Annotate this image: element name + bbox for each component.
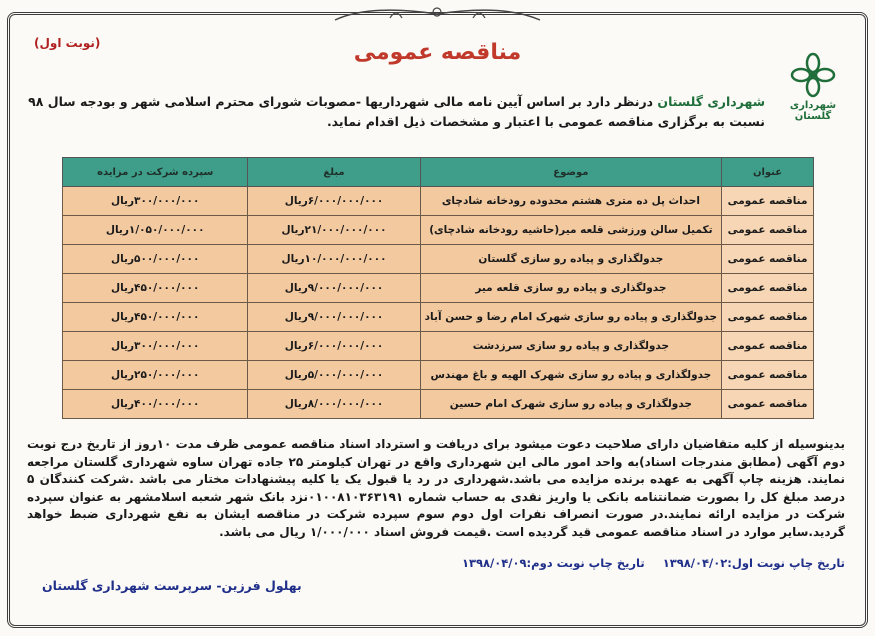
row-amount: ۹/۰۰۰/۰۰۰/۰۰۰ریال — [248, 303, 420, 332]
row-deposit: ۱/۰۵۰/۰۰۰/۰۰۰ریال — [63, 216, 248, 245]
municipality-logo — [777, 52, 849, 122]
row-subject: احداث پل ده متری هشتم محدوده رودخانه شادچای — [420, 187, 721, 216]
body-paragraph: بدینوسیله از کلیه متقاضیان دارای صلاحیت دعوت میشود برای دریافت و استرداد اسناد مناقصه عمومی ظرف مدت ۱۰روز از تاریخ درج نوبت دوم آگهی (مطابق مندرجات اسناد)به واحد امور مالی این شهرداری واقع در تهران کیلومتر ۲۵ جاده تهران ساوه شهرداری گلستان مراجعه نمایند. هزینه چاپ آگهی به عهده برنده مزایده می باشد.شهرداری در رد یا قبول یک یا کلیه پیشنهادات مختار می باشد .شرکت کنندگان ۵ درصد مبلغ کل را بصورت ضمانتنامه بانکی یا واریز نقدی به حساب شماره ۰۱۰۰۸۱۰۳۶۳۱۹۱نزد بانک شهر شعبه اسلامشهر به عنوان سپرده شرکت در مزایده ارائه نمایند.در صورت انصراف نفرات اول دوم سوم سپرده شرکت در مناقصه ایشان به نفع شهرداری ضبط خواهد گردید.سایر موارد در اسناد مناقصه عمومی قید گردیده است .قیمت فروش اسناد ۱/۰۰۰/۰۰۰ ریال می باشد. — [27, 437, 845, 539]
print-dates — [448, 556, 845, 570]
row-deposit: ۳۰۰/۰۰۰/۰۰۰ریال — [63, 332, 248, 361]
row-subject: جدولگذاری و پیاده رو سازی قلعه میر — [420, 274, 721, 303]
row-subject: جدولگذاری و پیاده رو سازی سرزدشت — [420, 332, 721, 361]
table-row — [63, 361, 814, 390]
row-title: مناقصه عمومی — [722, 187, 814, 216]
header-amount: مبلغ — [248, 158, 420, 187]
logo-text: شهرداری گلستان — [789, 100, 837, 122]
row-title: مناقصه عمومی — [722, 303, 814, 332]
table-row — [63, 274, 814, 303]
row-title: مناقصه عمومی — [722, 216, 814, 245]
row-deposit: ۴۰۰/۰۰۰/۰۰۰ریال — [63, 390, 248, 419]
row-title: مناقصه عمومی — [722, 332, 814, 361]
page-title: مناقصه عمومی — [353, 40, 522, 65]
row-title: مناقصه عمومی — [722, 245, 814, 274]
row-subject: جدولگذاری و پیاده رو سازی گلستان — [420, 245, 721, 274]
top-ornament-icon — [330, 2, 545, 24]
table-row — [63, 390, 814, 419]
header-subject: موضوع — [420, 158, 721, 187]
row-amount: ۱۰/۰۰۰/۰۰۰/۰۰۰ریال — [248, 245, 420, 274]
row-subject: جدولگذاری و پیاده رو سازی شهرک امام حسین — [420, 390, 721, 419]
table-row — [63, 303, 814, 332]
row-deposit: ۳۰۰/۰۰۰/۰۰۰ریال — [63, 187, 248, 216]
row-deposit: ۲۵۰/۰۰۰/۰۰۰ریال — [63, 361, 248, 390]
row-title: مناقصه عمومی — [722, 361, 814, 390]
row-amount: ۶/۰۰۰/۰۰۰/۰۰۰ریال — [248, 332, 420, 361]
intro-paragraph — [25, 92, 765, 132]
row-amount: ۸/۰۰۰/۰۰۰/۰۰۰ریال — [248, 390, 420, 419]
intro-org-name: شهرداری گلستان — [657, 94, 765, 109]
row-amount: ۵/۰۰۰/۰۰۰/۰۰۰ریال — [248, 361, 420, 390]
row-deposit: ۴۵۰/۰۰۰/۰۰۰ریال — [63, 274, 248, 303]
row-subject: جدولگذاری و پیاده رو سازی شهرک الهیه و باغ مهندس — [420, 361, 721, 390]
table-row — [63, 245, 814, 274]
intro-text: درنظر دارد بر اساس آیین نامه مالی شهرداریها -مصوبات شورای محترم اسلامی شهر و بودجه سال ۹۸ نسبت به برگزاری مناقصه عمومی با اعتبار و مشخصات ذیل اقدام نماید. — [28, 94, 765, 129]
row-deposit: ۴۵۰/۰۰۰/۰۰۰ریال — [63, 303, 248, 332]
header-deposit: سپرده شرکت در مزایده — [63, 158, 248, 187]
row-amount: ۶/۰۰۰/۰۰۰/۰۰۰ریال — [248, 187, 420, 216]
row-amount: ۲۱/۰۰۰/۰۰۰/۰۰۰ریال — [248, 216, 420, 245]
row-amount: ۹/۰۰۰/۰۰۰/۰۰۰ریال — [248, 274, 420, 303]
row-title: مناقصه عمومی — [722, 390, 814, 419]
tender-table — [62, 157, 814, 419]
table-header-row — [63, 158, 814, 187]
flower-logo-icon — [790, 52, 836, 98]
signature: بهلول فرزین- سرپرست شهرداری گلستان — [42, 578, 302, 593]
header-title: عنوان — [722, 158, 814, 187]
row-deposit: ۵۰۰/۰۰۰/۰۰۰ریال — [63, 245, 248, 274]
row-subject: تکمیل سالن ورزشی قلعه میر(حاشیه رودخانه شادچای) — [420, 216, 721, 245]
first-print-date: تاریخ چاپ نوبت اول:۱۳۹۸/۰۴/۰۲ — [662, 556, 845, 570]
round-label: (نوبت اول) — [34, 36, 101, 50]
table-row — [63, 187, 814, 216]
second-print-date: تاریخ چاپ نوبت دوم:۱۳۹۸/۰۴/۰۹ — [461, 556, 645, 570]
row-title: مناقصه عمومی — [722, 274, 814, 303]
table-row — [63, 332, 814, 361]
table-row — [63, 216, 814, 245]
row-subject: جدولگذاری و پیاده رو سازی شهرک امام رضا و حسن آباد — [420, 303, 721, 332]
